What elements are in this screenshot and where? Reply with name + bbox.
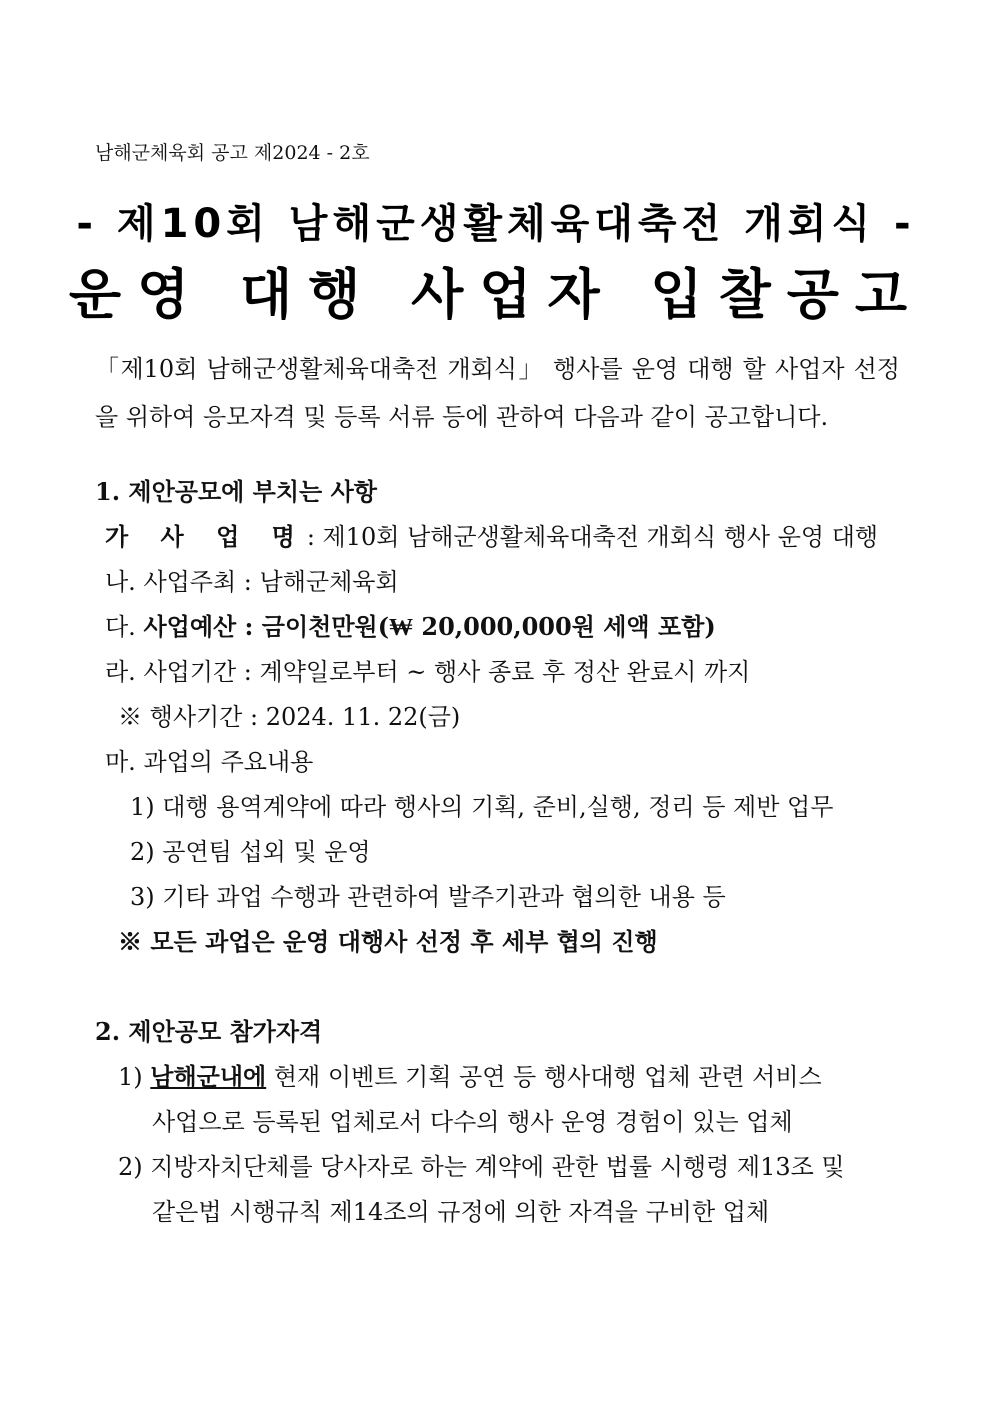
item-da: [105, 607, 716, 642]
item-ma-2: 2) 공연팀 섭외 및 운영: [130, 838, 371, 866]
item-da-budget: 사업예산 : 금이천만원(₩ 20,000,000원 세액 포함): [143, 612, 716, 641]
item-na: 나. 사업주최 : 남해군체육회: [105, 568, 399, 596]
item-ra-note: ※ 행사기간 : 2024. 11. 22(금): [118, 703, 461, 731]
qualification-2-line2: 같은법 시행규칙 제14조의 규정에 의한 자격을 구비한 업체: [152, 1198, 770, 1226]
qualification-1: [118, 1057, 822, 1092]
item-da-prefix: 다.: [105, 613, 136, 641]
item-ma-3: 3) 기타 과업 수행과 관련하여 발주기관과 협의한 내용 등: [130, 883, 726, 911]
item-ga: [105, 517, 878, 552]
section2-heading: 2. 제안공모 참가자격: [95, 1017, 323, 1046]
qualification-1-line2: 사업으로 등록된 업체로서 다수의 행사 운영 경험이 있는 업체: [152, 1108, 793, 1136]
item-ra: 라. 사업기간 : 계약일로부터 ~ 행사 종료 후 정산 완료시 까지: [105, 658, 751, 686]
item-ma-1: 1) 대행 용역계약에 따라 행사의 기획, 준비,실행, 정리 등 제반 업무: [130, 793, 834, 821]
title-line-2: 운영 대행 사업자 입찰공고: [68, 263, 924, 326]
intro-paragraph: 「제10회 남해군생활체육대축전 개회식」 행사를 운영 대행 할 사업자 선정을 위하여 응모자격 및 등록 서류 등에 관하여 다음과 같이 공고합니다.: [95, 355, 900, 431]
title-line-1: - 제10회 남해군생활체육대축전 개회식 -: [76, 201, 916, 247]
item-ga-value: : 제10회 남해군생활체육대축전 개회식 행사 운영 대행: [306, 523, 879, 551]
item-ma: 마. 과업의 주요내용: [105, 748, 314, 776]
qualification-1-prefix: 1): [118, 1063, 143, 1091]
item-ga-label: 가 사 업 명: [105, 522, 307, 551]
notice-number: 남해군체육회 공고 제2024 - 2호: [95, 142, 370, 164]
qualification-1-text: 현재 이벤트 기획 공연 등 행사대행 업체 관련 서비스: [273, 1063, 822, 1091]
qualification-1-underlined: 남해군내에: [150, 1062, 267, 1091]
qualification-2: 2) 지방자치단체를 당사자로 하는 계약에 관한 법률 시행령 제13조 및: [118, 1153, 845, 1181]
section1-note: ※ 모든 과업은 운영 대행사 선정 후 세부 협의 진행: [118, 927, 658, 956]
section1-heading: 1. 제안공모에 부치는 사항: [95, 477, 377, 506]
